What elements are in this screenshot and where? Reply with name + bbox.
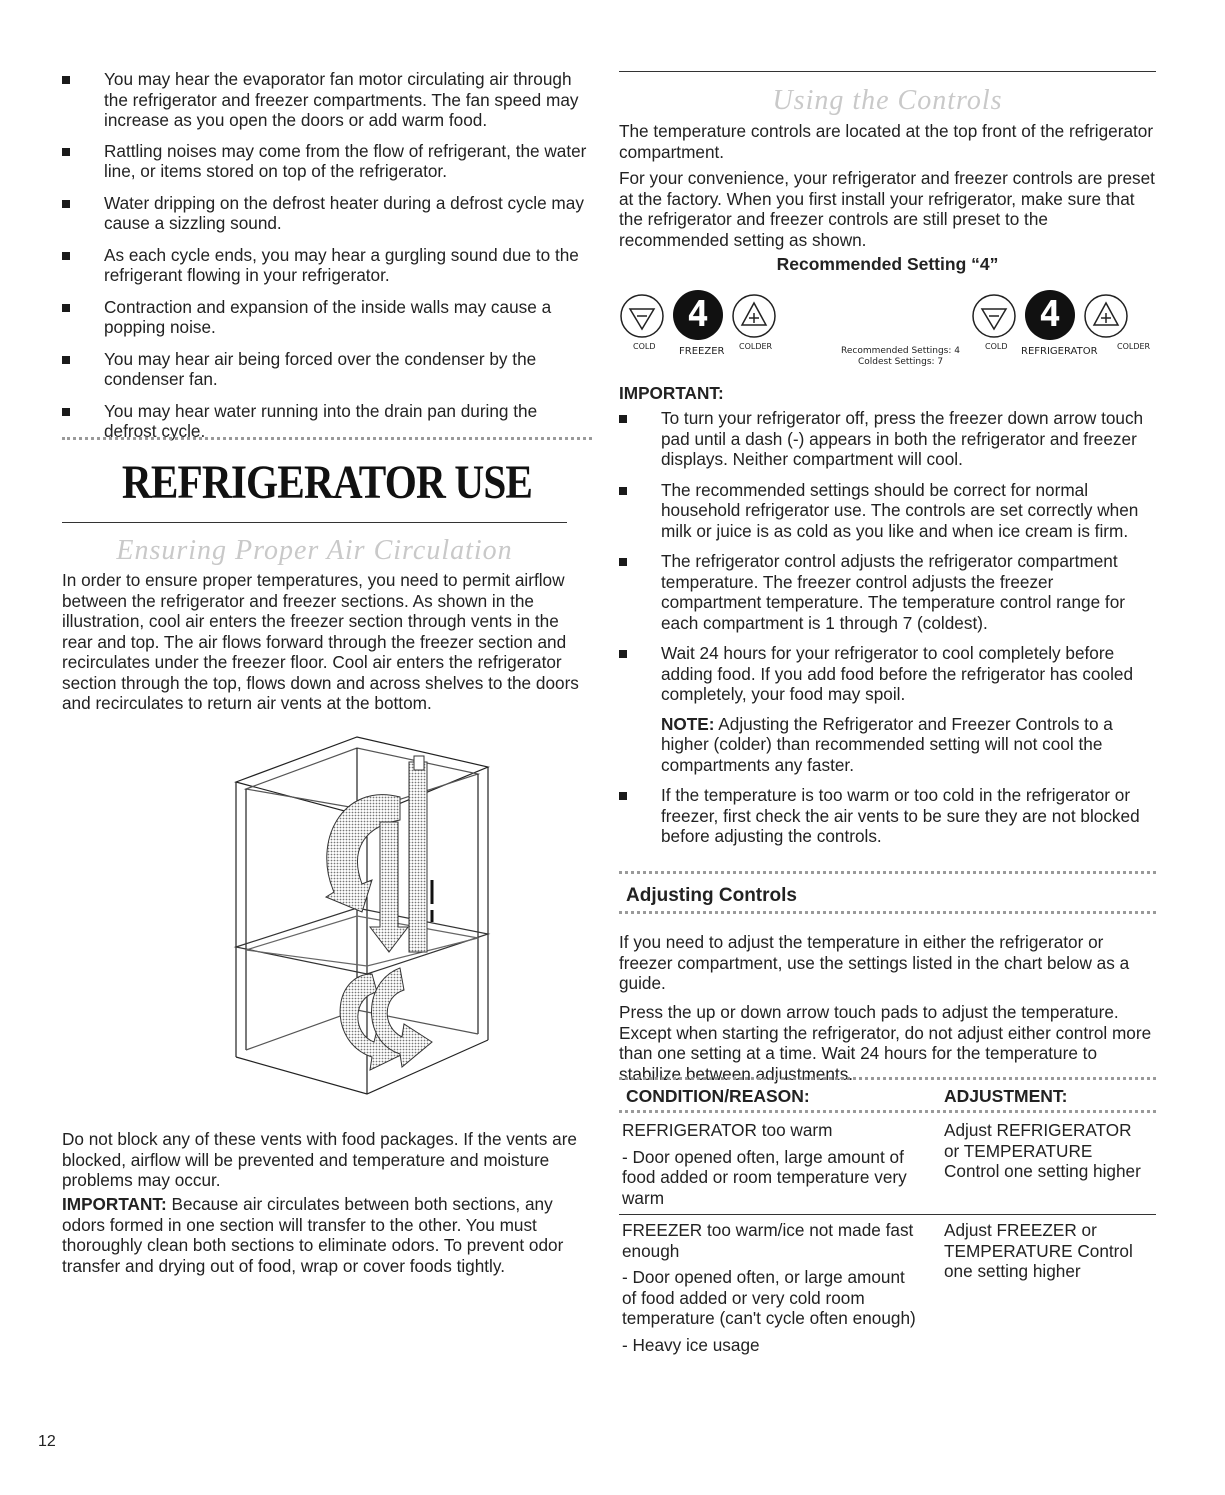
divider [62, 522, 567, 523]
refrigerator-cold-label: COLD [985, 342, 1008, 351]
refrigerator-colder-label: COLDER [1117, 342, 1151, 351]
refrigerator-up-arrow-button[interactable] [1083, 293, 1129, 339]
list-item: Rattling noises may come from the flow of refrigerant, the water line, or items stored on top of the refrigerator. [62, 141, 592, 182]
important-label: IMPORTANT: [619, 383, 724, 403]
freezer-down-arrow-button[interactable] [619, 293, 665, 339]
adjusting-controls-heading: Adjusting Controls [626, 885, 797, 906]
bullet-square [62, 148, 70, 156]
table-row [619, 1120, 1156, 1208]
note-paragraph: NOTE: Adjusting the Refrigerator and Freezer Controls to a higher (colder) than recommended setting will not cool the compartments any faster. [661, 713, 1113, 775]
refrigerator-label: REFRIGERATOR [1021, 346, 1098, 357]
divider [619, 911, 1156, 914]
list-item: If the temperature is too warm or too cold in the refrigerator or freezer, first check the air vents to be sure they are not blocked before adjusting the controls. [619, 785, 1156, 847]
condition-cell: FREEZER too warm/ice not made fast enough - Door opened often, or large amount of food added or very cold room temperature (can't cycle often enough) - Heavy ice usage [622, 1220, 916, 1355]
coldest-settings-note: Coldest Settings: 7 [858, 357, 944, 367]
adjustment-cell: Adjust REFRIGERATOR or TEMPERATURE Control one setting higher [944, 1120, 1141, 1181]
freezer-up-arrow-button[interactable] [731, 293, 777, 339]
freezer-label: FREEZER [679, 346, 725, 357]
bullet-square [62, 76, 70, 84]
bullet-square [619, 487, 627, 495]
section-title: REFRIGERATOR USE [121, 456, 533, 509]
freezer-cold-label: COLD [633, 342, 656, 351]
freezer-colder-label: COLDER [739, 342, 773, 351]
refrigerator-down-arrow-button[interactable] [971, 293, 1017, 339]
recommended-settings-note: Recommended Settings: 4 [841, 346, 960, 356]
controls-p2: For your convenience, your refrigerator and freezer controls are preset at the factory. When you first install your refrigerator, make sure that the refrigerator and freezer controls are still preset to the recommended setting as shown. [619, 168, 1155, 250]
freezer-display: 4 [673, 290, 723, 340]
bullet-square [619, 558, 627, 566]
air-important: IMPORTANT: Because air circulates between both sections, any odors formed in one section will transfer to the other. You must thoroughly clean both sections to eliminate odors. To prevent odor transfer and drying out of food, wrap or cover foods tightly. [62, 1194, 564, 1276]
adjustment-cell: Adjust FREEZER or TEMPERATURE Control one setting higher [944, 1220, 1133, 1281]
adjustment-column-header: ADJUSTMENT: [944, 1086, 1068, 1106]
controls-p1: The temperature controls are located at the top front of the refrigerator compartment. [619, 121, 1154, 162]
divider [619, 71, 1156, 72]
refrigerator-display: 4 [1025, 290, 1075, 340]
bullet-square [619, 650, 627, 658]
list-item: Wait 24 hours for your refrigerator to cool completely before adding food. If you add food before the refrigerator has cooled completely, your food may spoil. NOTE: Adjusting the Refrigerator and Freezer Controls to a higher (colder) than recommended setting will not cool the compartments any faster. [619, 643, 1156, 775]
condition-column-header: CONDITION/REASON: [626, 1086, 810, 1106]
condition-cell: REFRIGERATOR too warm - Door opened often, large amount of food added or room temperature very warm [622, 1120, 907, 1208]
controls-list [619, 408, 1156, 847]
list-item: You may hear water running into the drain pan during the defrost cycle. [62, 401, 592, 442]
table-row [619, 1220, 1156, 1380]
air-warning: Do not block any of these vents with food packages. If the vents are blocked, airflow will be prevented and temperature and moisture problems may occur. [62, 1129, 577, 1190]
recommended-setting-label: Recommended Setting “4” [776, 254, 999, 274]
list-item: You may hear air being forced over the condenser by the condenser fan. [62, 349, 592, 390]
bullet-square [62, 304, 70, 312]
bullet-square [62, 408, 70, 416]
airflow-illustration [222, 712, 502, 1132]
bullet-square [62, 356, 70, 364]
list-item: The refrigerator control adjusts the refrigerator compartment temperature. The freezer control adjusts the freezer compartment temperature. The temperature control range for each compartment is 1 through 7 (coldest). [619, 551, 1156, 633]
list-item: As each cycle ends, you may hear a gurgling sound due to the refrigerant flowing in your refrigerator. [62, 245, 592, 286]
adjusting-p1: If you need to adjust the temperature in either the refrigerator or freezer compartment, use the settings listed in the chart below as a guide. [619, 932, 1130, 993]
bullet-square [619, 415, 627, 423]
divider [619, 1077, 1156, 1080]
list-item: To turn your refrigerator off, press the freezer down arrow touch pad until a dash (-) appears in both the refrigerator and freezer displays. Neither compartment will cool. [619, 408, 1156, 470]
list-item: The recommended settings should be correct for normal household refrigerator use. The controls are set correctly when milk or juice is as cold as you like and when ice cream is firm. [619, 480, 1156, 542]
divider [619, 1110, 1156, 1113]
bullet-square [62, 200, 70, 208]
list-item: Contraction and expansion of the inside walls may cause a popping noise. [62, 297, 592, 338]
noise-list [62, 69, 592, 442]
bullet-square [62, 252, 70, 260]
page-number: 12 [38, 1433, 56, 1450]
using-controls-heading: Using the Controls [772, 85, 1003, 116]
refrigerator-control-panel [971, 290, 1156, 360]
divider [619, 871, 1156, 874]
list-item: You may hear the evaporator fan motor circulating air through the refrigerator and freezer compartments. The fan speed may increase as you open the doors or add warm food. [62, 69, 592, 131]
freezer-control-panel [619, 290, 829, 360]
divider [619, 1214, 1156, 1215]
air-circulation-heading: Ensuring Proper Air Circulation [116, 535, 513, 566]
adjusting-p2: Press the up or down arrow touch pads to adjust the temperature. Except when starting the refrigerator, do not adjust either control more than one setting at a time. Wait 24 hours for the temperature to stabilize between adjustments. [619, 1002, 1152, 1084]
divider [62, 437, 592, 440]
bullet-square [619, 792, 627, 800]
air-intro: In order to ensure proper temperatures, you need to permit airflow between the refrigerator and freezer sections. As shown in the illustration, cool air enters the freezer section through vents in the rear and top. The air flows forward through the freezer section and recirculates under the freezer floor. Cool air enters the refrigerator section through the top, flows down and across shelves to the doors and recirculates to return air vents at the bottom. [62, 570, 579, 713]
list-item: Water dripping on the defrost heater during a defrost cycle may cause a sizzling sound. [62, 193, 592, 234]
